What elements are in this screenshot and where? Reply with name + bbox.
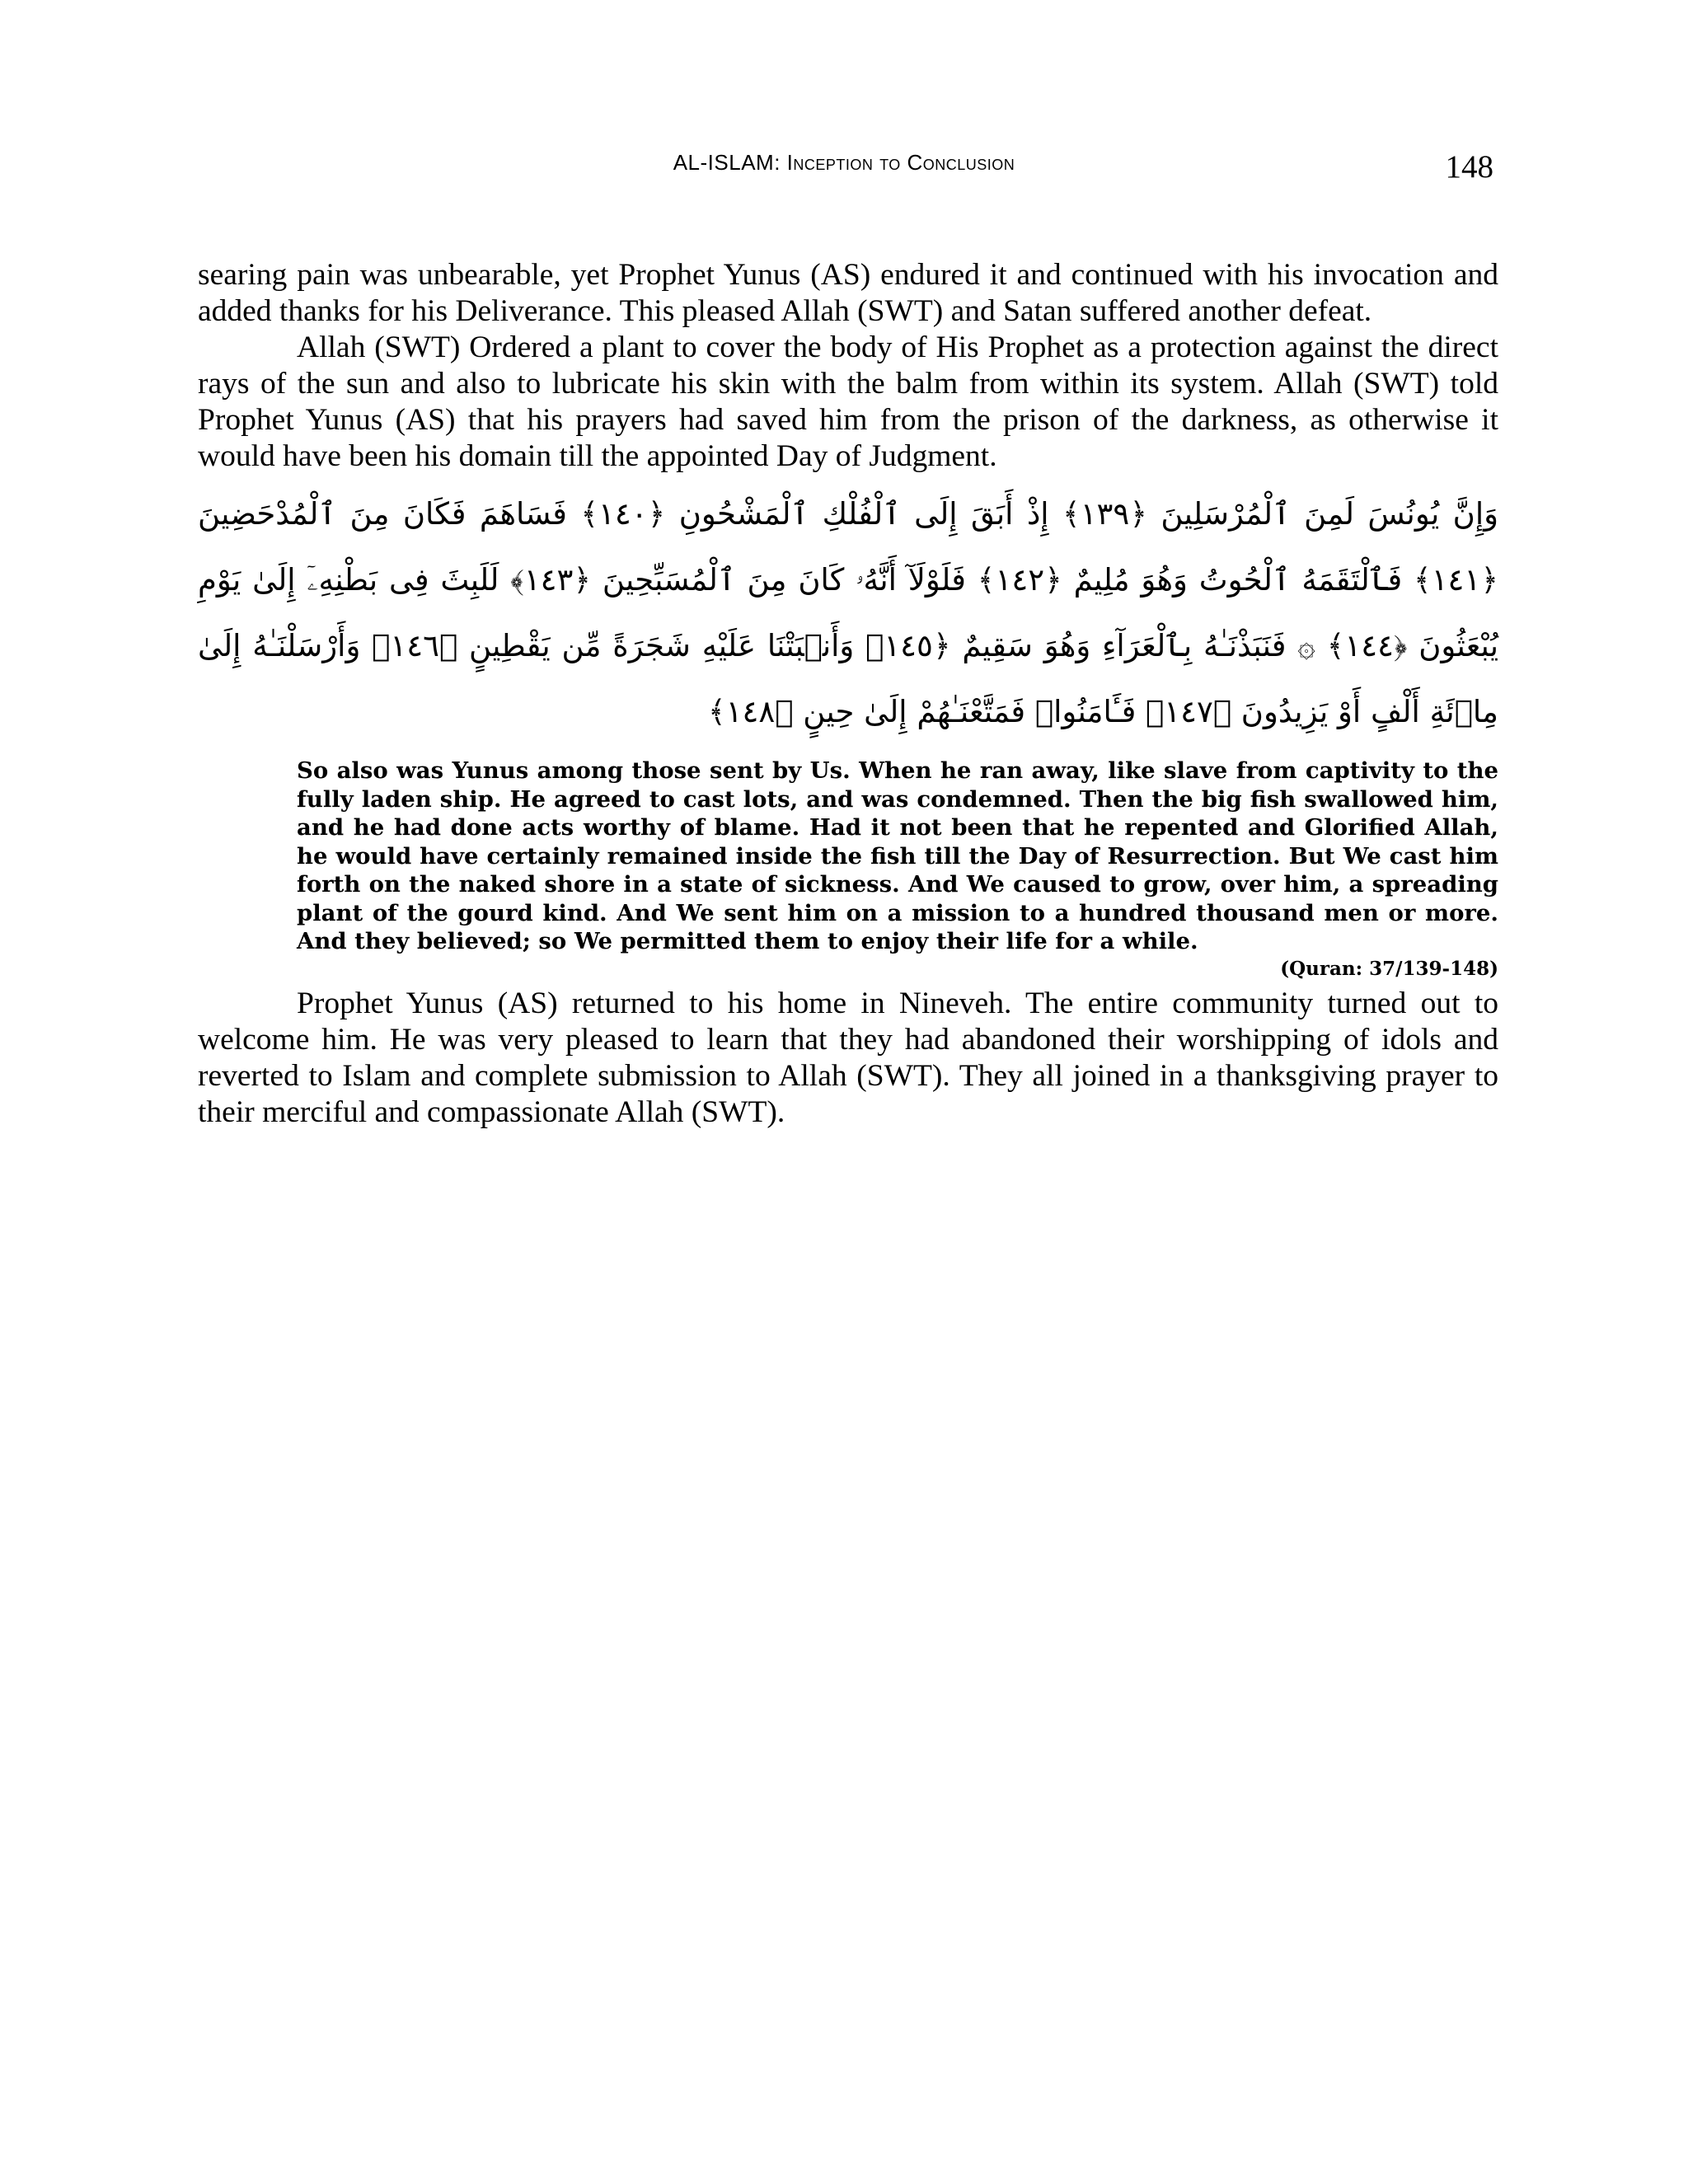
page-content [198,257,1498,1131]
body-paragraph-2: Allah (SWT) Ordered a plant to cover the body of His Prophet as a protection against the direct rays of the sun and also to lubricate his skin with the balm from within its system. Allah (SWT) told Prophet Yunus (AS) that his prayers had saved him from the prison of the darkness, as otherwise it would have been his domain till the appointed Day of Judgment. [198,330,1498,473]
running-header: AL-ISLAM: Inception to Conclusion [673,150,1015,175]
verse-translation: So also was Yunus among those sent by Us. When he ran away, like slave from captivity to the fully laden ship. He agreed to cast lots, and was condemned. Then the big fish swallowed him, and he had done acts worthy of blame. Had it not been that he repented and Glorified Allah, he would have certainly remained inside the fish till the Day of Resurrection. But We cast him forth on the naked shore in a state of sickness. And We caused to grow, over him, a spreading plant of the gourd kind. And We sent him on a mission to a hundred thousand men or more. And they believed; so We permitted them to enjoy their life for a while. [297,757,1498,954]
body-paragraph-3: Prophet Yunus (AS) returned to his home in Nineveh. The entire community turned out to welcome him. He was very pleased to learn that they had abandoned their worshipping of idols and reverted to Islam and complete submission to Allah (SWT). They all joined in a thanksgiving prayer to their merciful and compassionate Allah (SWT). [198,986,1498,1129]
page-number: 148 [1445,149,1493,185]
body-paragraph-1: searing pain was unbearable, yet Prophet Yunus (AS) endured it and continued with his invocation and added thanks for his Deliverance. This pleased Allah (SWT) and Satan suffered another defeat. [198,258,1498,328]
quran-citation: (Quran: 37/139-148) [1280,957,1498,980]
arabic-quran-verses: وَإِنَّ يُونُسَ لَمِنَ ٱلْمُرْسَلِينَ ﴿١٣٩﴾ إِذْ أَبَقَ إِلَى ٱلْفُلْكِ ٱلْمَشْحُونِ ﴿١٤٠﴾ فَسَاهَمَ فَكَانَ مِنَ ٱلْمُدْحَضِينَ ﴿١٤١﴾ فَٱلْتَقَمَهُ ٱلْحُوتُ وَهُوَ مُلِيمٌ ﴿١٤٢﴾ فَلَوْلَآ أَنَّهُۥ كَانَ مِنَ ٱلْمُسَبِّحِينَ ﴿١٤٣﴾ لَلَبِثَ فِى بَطْنِهِۦٓ إِلَىٰ يَوْمِ يُبْعَثُونَ ﴿١٤٤﴾ ۞ فَنَبَذْنَـٰهُ بِٱلْعَرَآءِ وَهُوَ سَقِيمٌ ﴿١٤٥﴾ وَأَنۢبَتْنَا عَلَيْهِ شَجَرَةً مِّن يَقْطِينٍ ﴿١٤٦﴾ وَأَرْسَلْنَـٰهُ إِلَىٰ مِا۟ئَةِ أَلْفٍ أَوْ يَزِيدُونَ ﴿١٤٧﴾ فَـَٔامَنُوا۟ فَمَتَّعْنَـٰهُمْ إِلَىٰ حِينٍ ﴿١٤٨﴾ [198,496,1499,729]
